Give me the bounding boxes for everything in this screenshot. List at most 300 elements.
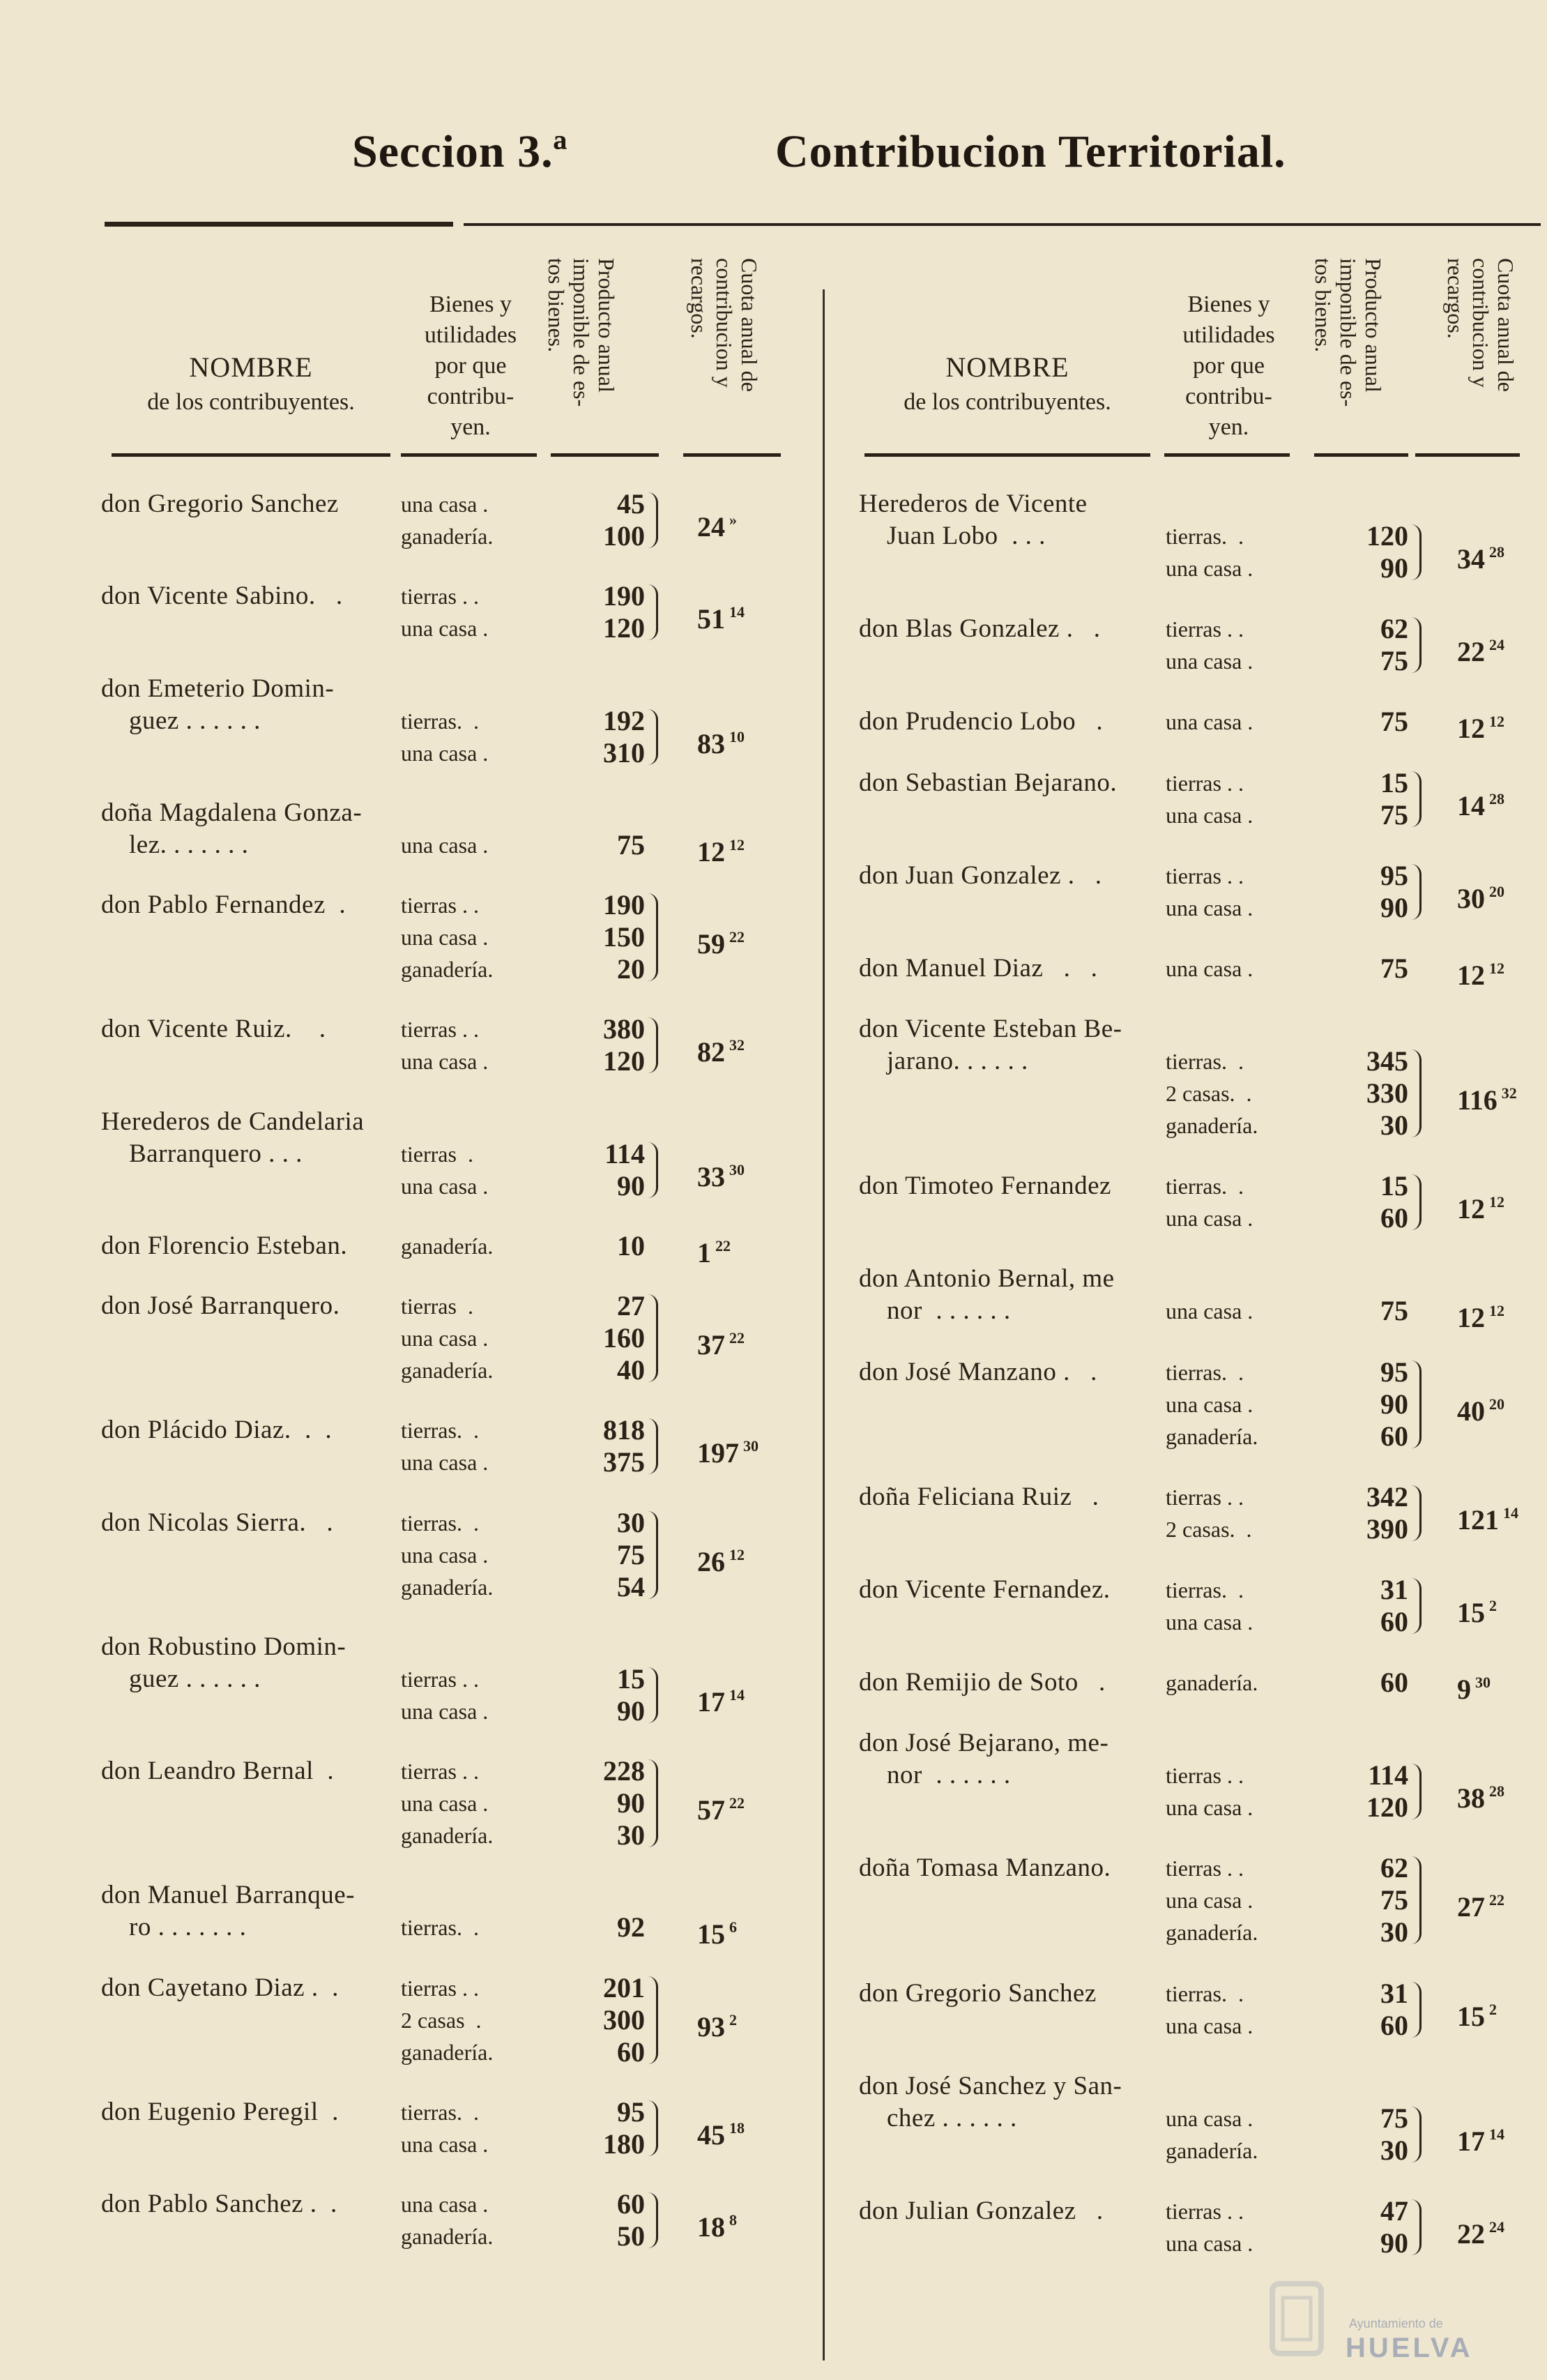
grouping-brace bbox=[1411, 524, 1422, 580]
contribuyente-name: Juan Lobo . . . bbox=[887, 522, 1046, 550]
producto-value: 54 bbox=[617, 1570, 645, 1602]
producto-value: 60 bbox=[1380, 1420, 1408, 1452]
contribuyente-name: don Juan Gonzalez . . bbox=[859, 861, 1102, 890]
grouping-brace bbox=[1411, 2199, 1422, 2255]
cuota-value bbox=[1457, 1388, 1504, 1427]
contribuyente-name: don Vicente Sabino. . bbox=[101, 582, 343, 611]
cuota-value bbox=[1457, 1497, 1518, 1536]
cuota-value bbox=[1457, 953, 1504, 992]
bien-label: 2 casas . bbox=[401, 2007, 482, 2033]
header-name-top: NOMBRE bbox=[945, 351, 1069, 383]
producto-value: 95 bbox=[1380, 859, 1408, 891]
producto-value: 75 bbox=[617, 1538, 645, 1570]
cuota-maravedis: 14 bbox=[1503, 1503, 1518, 1522]
cuota-value bbox=[697, 1029, 745, 1068]
bien-label: una casa . bbox=[401, 2192, 489, 2217]
cuota-reales: 12 bbox=[697, 835, 725, 867]
grouping-brace bbox=[648, 1142, 658, 1198]
cuota-reales: 33 bbox=[697, 1160, 725, 1192]
cuota-value bbox=[697, 1322, 745, 1361]
contribuyente-name: don Manuel Barranque- bbox=[101, 1881, 355, 1910]
bien-label: tierras. . bbox=[401, 1418, 479, 1443]
bien-label: tierras . . bbox=[401, 584, 479, 609]
contribuyente-name: don Manuel Diaz . . bbox=[859, 953, 1098, 983]
bien-label: una casa . bbox=[1166, 1795, 1253, 1821]
cuota-reales: 15 bbox=[1457, 1596, 1485, 1628]
cuota-reales: 93 bbox=[697, 2010, 725, 2042]
cuota-value bbox=[1457, 1295, 1504, 1334]
contribuyente-name: don Cayetano Diaz . . bbox=[101, 1973, 339, 2002]
cuota-reales: 37 bbox=[697, 1329, 725, 1360]
bien-label: una casa . bbox=[1166, 1391, 1253, 1417]
bien-label: tierras . . bbox=[1166, 1856, 1244, 1881]
bien-label: una casa . bbox=[401, 1326, 489, 1351]
bien-label: una casa . bbox=[1166, 709, 1253, 735]
header-bienes: Bienes y utilidades por que contribu- yen. bbox=[424, 291, 517, 440]
bien-label: una casa . bbox=[1166, 1206, 1253, 1231]
bien-label: una casa . bbox=[401, 925, 489, 950]
header-bienes: Bienes y utilidades por que contribu- yen. bbox=[1182, 291, 1275, 440]
bien-label: una casa . bbox=[401, 1698, 489, 1724]
grouping-brace bbox=[1411, 2107, 1422, 2162]
producto-value: 75 bbox=[1380, 1884, 1408, 1916]
cuota-maravedis: 2 bbox=[729, 2010, 737, 2029]
grouping-brace bbox=[1411, 1578, 1422, 1634]
contribuyente-name: don Antonio Bernal, me bbox=[859, 1264, 1115, 1294]
grouping-brace bbox=[648, 1976, 658, 2064]
producto-value: 120 bbox=[603, 612, 645, 644]
cuota-maravedis: 22 bbox=[729, 928, 745, 946]
cuota-value bbox=[697, 1430, 759, 1469]
bien-label: tierras . . bbox=[401, 1666, 479, 1692]
header-underline bbox=[1314, 453, 1408, 457]
cuota-value bbox=[697, 829, 745, 868]
cuota-value bbox=[697, 504, 737, 543]
bien-label: tierras . . bbox=[401, 1759, 479, 1784]
grouping-brace bbox=[1411, 771, 1422, 827]
bien-label: una casa . bbox=[401, 1173, 489, 1199]
cuota-maravedis: 2 bbox=[1489, 2000, 1497, 2018]
cuota-reales: 59 bbox=[697, 928, 725, 960]
contribuyente-name: don Vicente Fernandez. bbox=[859, 1575, 1111, 1604]
producto-value: 75 bbox=[1380, 798, 1408, 831]
contribuyente-name: don Plácido Diaz. . . bbox=[101, 1416, 333, 1445]
producto-value: 90 bbox=[617, 1787, 645, 1819]
header-underline bbox=[112, 453, 390, 457]
header-name-bottom: de los contribuyentes. bbox=[147, 389, 355, 415]
header-cuota: Cuota anual de contribucion y recargos. bbox=[687, 258, 762, 392]
contribuyente-name: don José Bejarano, me- bbox=[859, 1729, 1109, 1758]
contribuyente-name: don José Barranquero. bbox=[101, 1291, 340, 1320]
cuota-reales: 30 bbox=[1457, 882, 1485, 914]
cuota-maravedis: 24 bbox=[1489, 636, 1504, 654]
bien-label: tierras . bbox=[401, 1294, 473, 1319]
cuota-value bbox=[1457, 1667, 1491, 1706]
cuota-maravedis: 30 bbox=[729, 1160, 745, 1178]
contribuyente-name: don Emeterio Domin- bbox=[101, 674, 335, 703]
producto-value: 75 bbox=[1380, 645, 1408, 677]
header-cuota: Cuota anual de contribucion y recargos. bbox=[1443, 258, 1518, 392]
cuota-reales: 57 bbox=[697, 1794, 725, 1826]
cuota-maravedis: 24 bbox=[1489, 2218, 1504, 2236]
contribuyente-name: guez . . . . . . bbox=[129, 1664, 261, 1693]
bien-label: tierras. . bbox=[1166, 1980, 1244, 2006]
grouping-brace bbox=[648, 1017, 658, 1073]
bien-label: una casa . bbox=[1166, 2105, 1253, 2131]
grouping-brace bbox=[1411, 1764, 1422, 1819]
bien-label: tierras . . bbox=[401, 1017, 479, 1043]
cuota-maravedis: 28 bbox=[1489, 543, 1504, 561]
bien-label: tierras. . bbox=[401, 1510, 479, 1536]
producto-value: 375 bbox=[603, 1446, 645, 1478]
producto-value: 75 bbox=[617, 828, 645, 861]
producto-value: 50 bbox=[617, 2220, 645, 2252]
cuota-maravedis: 2 bbox=[1489, 1596, 1497, 1614]
producto-value: 60 bbox=[1380, 2009, 1408, 2041]
producto-value: 15 bbox=[1380, 766, 1408, 798]
bien-label: tierras. . bbox=[401, 1915, 479, 1941]
cuota-maravedis: 12 bbox=[1489, 1193, 1504, 1211]
grouping-brace bbox=[648, 1511, 658, 1599]
producto-value: 62 bbox=[1380, 1852, 1408, 1884]
bien-label: una casa . bbox=[1166, 649, 1253, 674]
cuota-maravedis: 28 bbox=[1489, 1782, 1504, 1801]
producto-value: 180 bbox=[603, 2128, 645, 2160]
bien-label: tierras. . bbox=[1166, 1577, 1244, 1602]
producto-value: 114 bbox=[604, 1137, 645, 1169]
bien-label: una casa . bbox=[401, 616, 489, 642]
bien-label: una casa . bbox=[401, 832, 489, 858]
bien-label: una casa . bbox=[401, 2131, 489, 2157]
producto-value: 95 bbox=[617, 2095, 645, 2128]
bien-label: ganadería. bbox=[401, 1233, 494, 1259]
contribuyente-name: don Prudencio Lobo . bbox=[859, 707, 1104, 736]
bien-label: tierras . . bbox=[1166, 2199, 1244, 2224]
producto-value: 330 bbox=[1366, 1077, 1408, 1109]
producto-value: 150 bbox=[603, 921, 645, 953]
cuota-reales: 82 bbox=[697, 1036, 725, 1068]
grouping-brace bbox=[648, 584, 658, 640]
watermark-label: Ayuntamiento de bbox=[1349, 2317, 1443, 2330]
cuota-maravedis: 22 bbox=[715, 1236, 731, 1255]
contribuyente-name: don Timoteo Fernandez bbox=[859, 1172, 1111, 1201]
contribuyente-name: don Blas Gonzalez . . bbox=[859, 614, 1101, 644]
contribuyente-name: don Sebastian Bejarano. bbox=[859, 768, 1118, 797]
grouping-brace bbox=[1411, 617, 1422, 673]
bien-label: ganadería. bbox=[401, 2039, 494, 2065]
bien-label: tierras . . bbox=[1166, 616, 1244, 642]
cuota-value bbox=[1457, 876, 1504, 915]
header-underline bbox=[401, 453, 537, 457]
contribuyente-name: don José Manzano . . bbox=[859, 1357, 1097, 1386]
bien-label: tierras. . bbox=[1166, 1049, 1244, 1075]
bien-label: ganadería. bbox=[401, 1358, 494, 1383]
producto-value: 190 bbox=[603, 889, 645, 920]
cuota-reales: 12 bbox=[1457, 713, 1485, 745]
cuota-reales: 22 bbox=[1457, 636, 1485, 668]
bien-label: tierras. . bbox=[1166, 524, 1244, 549]
contribuyente-name: don Vicente Esteban Be- bbox=[859, 1015, 1122, 1044]
bien-label: una casa . bbox=[1166, 1888, 1253, 1913]
bien-label: tierras. . bbox=[401, 708, 479, 734]
cuota-maravedis: 22 bbox=[729, 1329, 745, 1347]
cuota-value bbox=[1457, 1775, 1504, 1814]
bien-label: ganadería. bbox=[401, 524, 494, 549]
cuota-maravedis: 28 bbox=[1489, 789, 1504, 808]
bien-label: tierras . . bbox=[1166, 1484, 1244, 1510]
bien-label: una casa . bbox=[1166, 1298, 1253, 1324]
producto-value: 15 bbox=[617, 1662, 645, 1695]
cuota-value bbox=[1457, 783, 1504, 822]
producto-value: 90 bbox=[617, 1695, 645, 1727]
cuota-maravedis: 14 bbox=[729, 1685, 745, 1704]
cuota-maravedis: 12 bbox=[1489, 713, 1504, 731]
contribuyente-name: don Robustino Domin- bbox=[101, 1632, 346, 1661]
producto-value: 60 bbox=[617, 2036, 645, 2068]
producto-value: 201 bbox=[603, 1971, 645, 2003]
cuota-maravedis: 20 bbox=[1489, 1395, 1504, 1413]
grouping-brace bbox=[1411, 1049, 1422, 1137]
bien-label: una casa . bbox=[401, 740, 489, 766]
bien-label: una casa . bbox=[401, 1450, 489, 1476]
cuota-reales: 9 bbox=[1457, 1674, 1471, 1706]
cuota-reales: 12 bbox=[1457, 1302, 1485, 1334]
cuota-reales: 26 bbox=[697, 1545, 725, 1577]
bien-label: una casa . bbox=[1166, 2231, 1253, 2256]
cuota-reales: 38 bbox=[1457, 1782, 1485, 1814]
contribuyente-name: don José Sanchez y San- bbox=[859, 2071, 1122, 2100]
cuota-reales: 22 bbox=[1457, 2218, 1485, 2250]
bien-label: ganadería. bbox=[401, 2224, 494, 2249]
bien-label: una casa . bbox=[401, 1791, 489, 1816]
cuota-maravedis: 12 bbox=[729, 1545, 745, 1563]
cuota-maravedis: 8 bbox=[729, 2211, 737, 2229]
producto-value: 228 bbox=[603, 1755, 645, 1787]
grouping-brace bbox=[1411, 864, 1422, 920]
grouping-brace bbox=[1411, 1360, 1422, 1448]
section-heading: Seccion 3.ª bbox=[352, 126, 568, 177]
grouping-brace bbox=[648, 709, 658, 765]
contribuyente-name: don Gregorio Sanchez bbox=[101, 490, 339, 518]
producto-value: 90 bbox=[1380, 891, 1408, 923]
bien-label: 2 casas. . bbox=[1166, 1516, 1252, 1542]
producto-value: 75 bbox=[1380, 706, 1408, 738]
contribuyente-name: don Eugenio Peregil . bbox=[101, 2097, 339, 2126]
cuota-maravedis: 32 bbox=[729, 1036, 745, 1054]
cuota-maravedis: 6 bbox=[729, 1918, 737, 1936]
producto-value: 90 bbox=[1380, 552, 1408, 584]
cuota-maravedis: 18 bbox=[729, 2118, 745, 2137]
bien-label: ganadería. bbox=[1166, 2137, 1258, 2163]
cuota-reales: 14 bbox=[1457, 789, 1485, 821]
cuota-maravedis: 12 bbox=[1489, 1302, 1504, 1320]
cuota-maravedis: 30 bbox=[743, 1437, 759, 1455]
producto-value: 31 bbox=[1380, 1573, 1408, 1605]
cuota-maravedis: 20 bbox=[1489, 882, 1504, 900]
bien-label: una casa . bbox=[1166, 1609, 1253, 1635]
producto-value: 60 bbox=[617, 2188, 645, 2220]
cuota-maravedis: 14 bbox=[1489, 2125, 1504, 2143]
cuota-reales: 121 bbox=[1457, 1503, 1499, 1536]
producto-value: 15 bbox=[1380, 1170, 1408, 1202]
bien-label: una casa . bbox=[401, 492, 489, 517]
bien-label: tierras . . bbox=[1166, 1763, 1244, 1789]
bien-label: una casa . bbox=[1166, 2013, 1253, 2038]
top-rule-right bbox=[464, 223, 1541, 226]
cuota-value bbox=[1457, 1186, 1504, 1225]
cuota-maravedis: 14 bbox=[729, 603, 745, 621]
contribuyente-name: don Leandro Bernal . bbox=[101, 1757, 335, 1785]
bien-label: una casa . bbox=[1166, 895, 1253, 920]
cuota-reales: 17 bbox=[697, 1685, 725, 1718]
bien-label: tierras . . bbox=[401, 893, 479, 918]
header-underline bbox=[683, 453, 781, 457]
contribuyente-name: ro . . . . . . . bbox=[129, 1913, 247, 1942]
grouping-brace bbox=[1411, 1174, 1422, 1230]
producto-value: 75 bbox=[1380, 952, 1408, 984]
bien-label: una casa . bbox=[1166, 556, 1253, 581]
producto-value: 190 bbox=[603, 580, 645, 612]
cuota-value bbox=[1457, 536, 1504, 575]
contribuyente-name: don Nicolas Sierra. . bbox=[101, 1508, 334, 1537]
cuota-value bbox=[1457, 1994, 1497, 2033]
bien-label: una casa . bbox=[401, 1542, 489, 1568]
bien-label: una casa . bbox=[1166, 802, 1253, 828]
top-rule-left bbox=[105, 222, 453, 227]
contribuyente-name: don Remijio de Soto . bbox=[859, 1668, 1106, 1697]
bien-label: tierras. . bbox=[1166, 1359, 1244, 1385]
bien-label: tierras. . bbox=[401, 2099, 479, 2125]
producto-value: 90 bbox=[1380, 1388, 1408, 1420]
contribuyente-name: Barranquero . . . bbox=[129, 1139, 303, 1168]
cuota-value bbox=[697, 596, 745, 635]
cuota-maravedis: 30 bbox=[1475, 1674, 1491, 1692]
producto-value: 30 bbox=[617, 1819, 645, 1851]
producto-value: 30 bbox=[617, 1506, 645, 1538]
contribuyente-name: don Gregorio Sanchez bbox=[859, 1978, 1097, 2008]
bien-label: tierras. . bbox=[1166, 1174, 1244, 1199]
contribuyente-name: guez . . . . . . bbox=[129, 706, 261, 735]
producto-value: 380 bbox=[603, 1013, 645, 1045]
cuota-value bbox=[697, 2004, 737, 2043]
cuota-value bbox=[1457, 1077, 1517, 1116]
producto-value: 75 bbox=[1380, 1295, 1408, 1327]
bien-label: tierras . . bbox=[1166, 770, 1244, 796]
producto-value: 120 bbox=[1366, 520, 1408, 552]
bien-label: tierras . . bbox=[1166, 863, 1244, 888]
cuota-maravedis: 10 bbox=[729, 727, 745, 745]
cuota-value bbox=[697, 1154, 745, 1193]
producto-value: 310 bbox=[603, 736, 645, 768]
producto-value: 95 bbox=[1380, 1356, 1408, 1388]
bien-label: ganadería. bbox=[401, 1823, 494, 1848]
producto-value: 92 bbox=[617, 1911, 645, 1943]
producto-value: 30 bbox=[1380, 2134, 1408, 2166]
bien-label: ganadería. bbox=[1166, 1920, 1258, 1946]
contribuyente-name: don Pablo Fernandez . bbox=[101, 890, 346, 919]
header-producto: Producto anual imponible de es- tos bienes. bbox=[1311, 258, 1386, 407]
producto-value: 192 bbox=[603, 704, 645, 736]
cuota-value bbox=[697, 1539, 745, 1578]
contribuyente-name: don Florencio Esteban. bbox=[101, 1231, 348, 1260]
cuota-value bbox=[697, 2112, 745, 2151]
contribuyente-name: nor . . . . . . bbox=[887, 1296, 1011, 1326]
producto-value: 342 bbox=[1366, 1480, 1408, 1513]
cuota-reales: 40 bbox=[1457, 1395, 1485, 1427]
cuota-value bbox=[1457, 2118, 1504, 2158]
cuota-reales: 116 bbox=[1457, 1084, 1498, 1116]
contribuyente-name: don Vicente Ruiz. . bbox=[101, 1015, 326, 1044]
cuota-reales: 18 bbox=[697, 2211, 725, 2243]
producto-value: 30 bbox=[1380, 1109, 1408, 1142]
column-divider bbox=[823, 289, 825, 2360]
producto-value: 62 bbox=[1380, 613, 1408, 645]
cuota-value bbox=[1457, 1884, 1504, 1923]
contribuyente-name: doña Tomasa Manzano. bbox=[859, 1854, 1111, 1883]
producto-value: 20 bbox=[617, 953, 645, 985]
producto-value: 120 bbox=[1366, 1791, 1408, 1824]
contribuyente-name: Herederos de Candelaria bbox=[101, 1107, 365, 1136]
watermark-city: HUELVA bbox=[1346, 2333, 1473, 2363]
cuota-value bbox=[697, 1679, 745, 1718]
cuota-maravedis: 22 bbox=[1489, 1891, 1504, 1909]
header-underline bbox=[864, 453, 1150, 457]
grouping-brace bbox=[648, 1759, 658, 1847]
producto-value: 120 bbox=[603, 1045, 645, 1077]
producto-value: 114 bbox=[1368, 1759, 1408, 1791]
cuota-reales: 83 bbox=[697, 727, 725, 759]
cuota-value bbox=[697, 1787, 745, 1826]
producto-value: 47 bbox=[1380, 2195, 1408, 2227]
grouping-brace bbox=[1411, 1485, 1422, 1541]
contribuyente-name: nor . . . . . . bbox=[887, 1761, 1011, 1790]
cuota-maravedis: » bbox=[729, 511, 737, 529]
cuota-maravedis: 12 bbox=[729, 835, 745, 854]
cuota-value bbox=[697, 921, 745, 960]
producto-value: 60 bbox=[1380, 1202, 1408, 1234]
producto-value: 60 bbox=[1380, 1605, 1408, 1637]
cuota-reales: 27 bbox=[1457, 1891, 1485, 1923]
grouping-brace bbox=[1411, 1982, 1422, 2038]
grouping-brace bbox=[648, 2192, 658, 2248]
cuota-value bbox=[697, 1911, 737, 1950]
grouping-brace bbox=[648, 893, 658, 981]
grouping-brace bbox=[648, 492, 658, 548]
producto-value: 300 bbox=[603, 2003, 645, 2036]
cuota-value bbox=[697, 721, 745, 760]
bien-label: ganadería. bbox=[1166, 1670, 1258, 1696]
grouping-brace bbox=[648, 2100, 658, 2156]
bien-label: ganadería. bbox=[401, 1574, 494, 1600]
grouping-brace bbox=[648, 1667, 658, 1723]
producto-value: 75 bbox=[1380, 2102, 1408, 2134]
bien-label: ganadería. bbox=[1166, 1113, 1258, 1139]
cuota-reales: 12 bbox=[1457, 1193, 1485, 1225]
header-name-bottom: de los contribuyentes. bbox=[904, 389, 1111, 415]
grouping-brace bbox=[648, 1294, 658, 1382]
bien-label: 2 casas. . bbox=[1166, 1081, 1252, 1107]
cuota-reales: 51 bbox=[697, 603, 725, 635]
cuota-reales: 1 bbox=[697, 1236, 711, 1268]
grouping-brace bbox=[648, 1418, 658, 1474]
contribuyente-name: lez. . . . . . . bbox=[129, 830, 249, 859]
producto-value: 160 bbox=[603, 1322, 645, 1354]
producto-value: 27 bbox=[617, 1290, 645, 1321]
cuota-reales: 17 bbox=[1457, 2125, 1485, 2157]
contribuyente-name: don Julian Gonzalez . bbox=[859, 2197, 1104, 2225]
cuota-reales: 15 bbox=[697, 1918, 725, 1950]
producto-value: 30 bbox=[1380, 1916, 1408, 1948]
